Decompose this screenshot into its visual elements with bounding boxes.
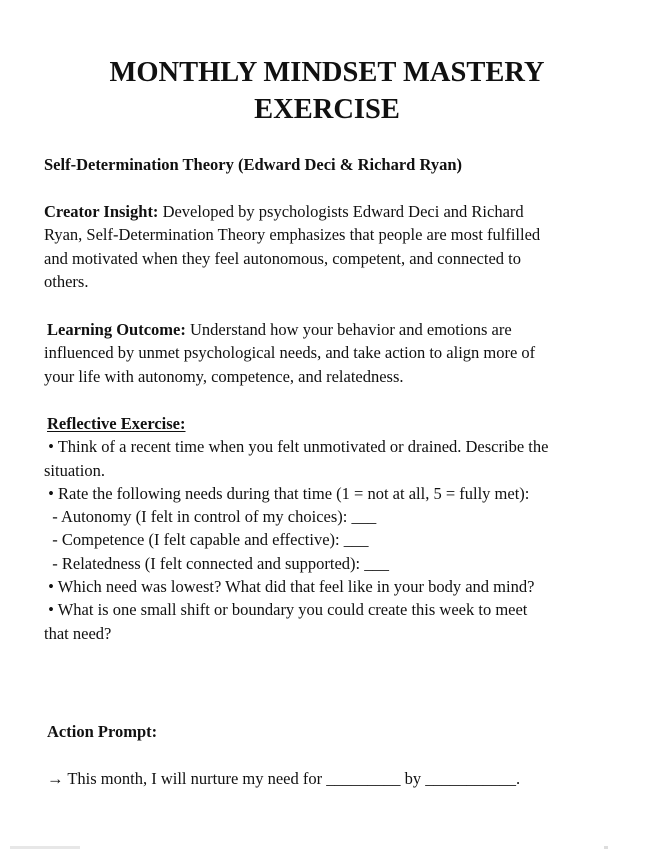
creator-insight-label: Creator Insight: — [44, 202, 159, 221]
need-blank[interactable]: _________ — [326, 768, 401, 788]
page-edge-artifact — [604, 846, 608, 849]
exercise-line: - Relatedness (I felt connected and supported): ___ — [44, 553, 390, 573]
exercise-line: - Autonomy (I felt in control of my choices): ___ — [44, 507, 377, 527]
creator-insight-line: and motivated when they feel autonomous, competent, and connected to — [44, 248, 521, 268]
method-blank[interactable]: ___________ — [425, 768, 516, 788]
action-prompt-period: . — [516, 768, 521, 788]
learning-outcome-line: Understand how your behavior and emotions are — [185, 320, 512, 339]
learning-outcome-line: influenced by unmet psychological needs, and take action to align more of — [44, 343, 536, 363]
action-prompt-text: This month, I will nurture my need for — [63, 768, 327, 788]
exercise-line: • Think of a recent time when you felt unmotivated or drained. Describe the — [44, 437, 549, 457]
exercise-line: • What is one small shift or boundary you could create this week to meet — [44, 600, 528, 620]
reflective-exercise-section — [44, 412, 647, 645]
exercise-line: • Rate the following needs during that time (1 = not at all, 5 = fully met): — [44, 483, 530, 503]
learning-outcome-line: your life with autonomy, competence, and relatedness. — [44, 366, 404, 386]
action-prompt-by: by — [400, 768, 426, 788]
exercise-line: that need? — [44, 623, 112, 643]
theory-subtitle: Self-Determination Theory (Edward Deci & Richard Ryan) — [44, 155, 462, 174]
creator-insight-line: others. — [44, 271, 89, 291]
page-edge-artifact — [10, 846, 80, 849]
creator-insight-line: Developed by psychologists Edward Deci and Richard — [158, 202, 524, 221]
action-prompt-label: Action Prompt: — [47, 722, 158, 741]
arrow-icon: → — [47, 768, 64, 788]
document-title — [0, 54, 654, 128]
exercise-line: situation. — [44, 460, 105, 480]
action-prompt-section — [47, 720, 627, 790]
exercise-line: • Which need was lowest? What did that feel like in your body and mind? — [44, 577, 535, 597]
learning-outcome-section — [44, 318, 627, 388]
learning-outcome-label: Learning Outcome: — [47, 320, 186, 339]
reflective-exercise-label: Reflective Exercise: — [47, 414, 186, 433]
creator-insight-section — [44, 200, 624, 293]
title-line-1: MONTHLY MINDSET MASTERY — [109, 57, 545, 88]
exercise-line: - Competence (I felt capable and effective): ___ — [44, 530, 369, 550]
creator-insight-line: Ryan, Self-Determination Theory emphasizes that people are most fulfilled — [44, 225, 541, 245]
title-line-2: EXERCISE — [254, 94, 400, 125]
